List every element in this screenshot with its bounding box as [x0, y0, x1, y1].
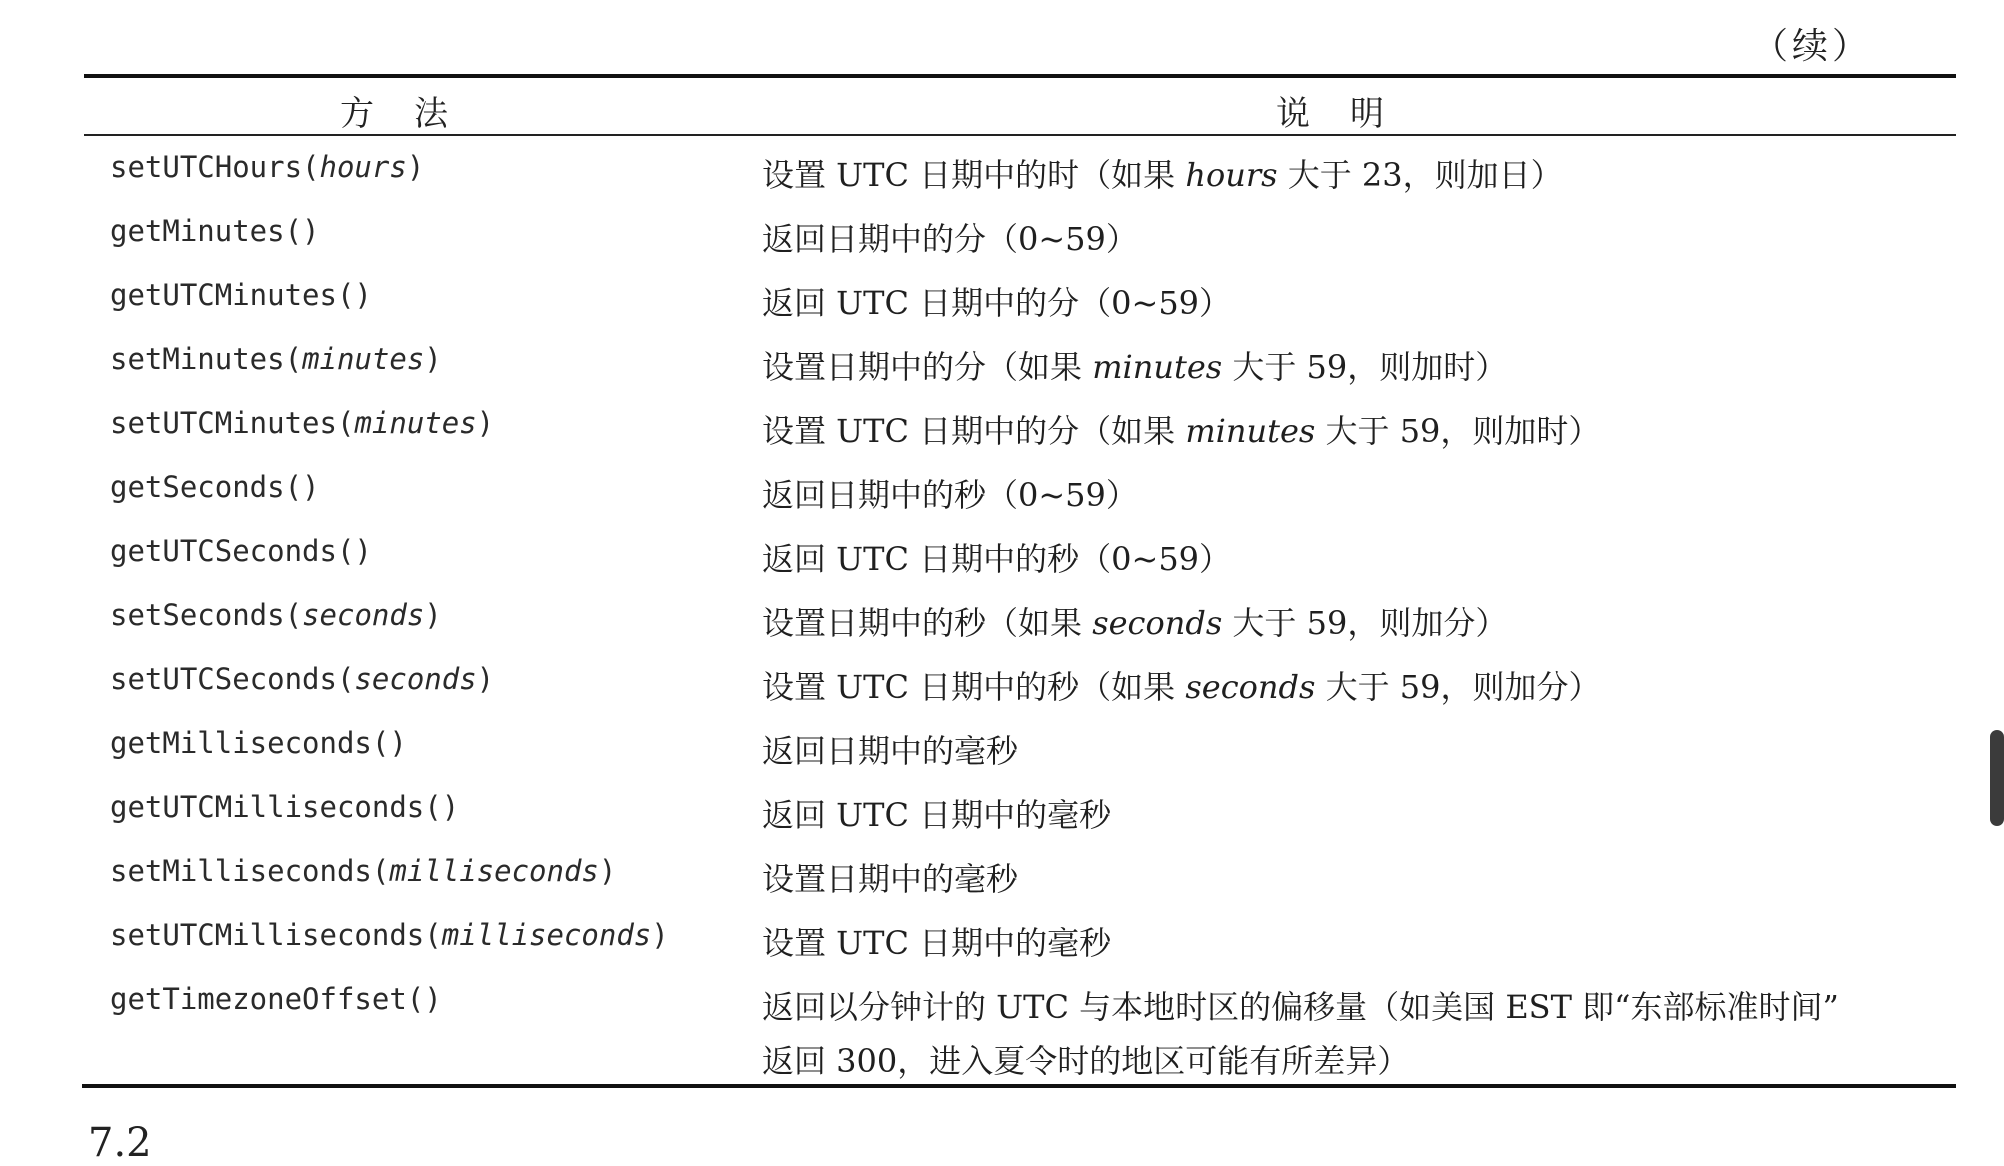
- table-row: [84, 714, 1956, 778]
- method-name: getUTCMinutes(): [110, 278, 372, 312]
- method-signature: [110, 598, 442, 632]
- method-description: [762, 404, 1942, 458]
- method-description: [762, 276, 1942, 330]
- description-argument: minutes: [1185, 412, 1316, 450]
- next-section-number: 7.2: [88, 1120, 152, 1166]
- description-text-tail: 大于 59，则加时）: [1222, 348, 1508, 386]
- table-row: [84, 330, 1956, 394]
- method-name: getUTCMilliseconds(): [110, 790, 460, 824]
- method-close-paren: ): [476, 662, 495, 696]
- description-text: 设置 UTC 日期中的毫秒: [762, 924, 1112, 962]
- method-description: [762, 212, 1942, 266]
- table-row: [84, 202, 1956, 266]
- description-text-tail: 大于 23，则加日）: [1277, 156, 1563, 194]
- method-argument: minutes: [302, 342, 425, 376]
- method-close-paren: ): [651, 918, 669, 952]
- table-header-rule: [84, 134, 1956, 136]
- description-text: 设置日期中的分（如果: [762, 348, 1093, 386]
- header-description: 说明: [1276, 94, 1424, 134]
- table-top-rule: [84, 74, 1956, 78]
- scrollbar-thumb[interactable]: [1990, 730, 2004, 826]
- method-description: [762, 852, 1942, 906]
- method-description: [762, 916, 1942, 970]
- description-text: 设置 UTC 日期中的时（如果: [762, 156, 1186, 194]
- method-description: [762, 340, 1942, 394]
- method-name: setUTCHours(: [110, 150, 320, 184]
- method-close-paren: ): [424, 598, 442, 632]
- table-row: [84, 842, 1956, 906]
- description-argument: seconds: [1185, 668, 1316, 706]
- description-text: 返回 UTC 日期中的秒（0~59）: [762, 540, 1232, 578]
- table-body: [84, 138, 1956, 1086]
- method-signature: [110, 918, 669, 952]
- method-name: setSeconds(: [110, 598, 303, 632]
- method-signature: [110, 662, 494, 696]
- method-signature: [110, 534, 372, 568]
- table-row: [84, 138, 1956, 202]
- method-signature: [110, 342, 442, 376]
- method-name: getSeconds(): [110, 470, 320, 504]
- method-description: [762, 660, 1942, 714]
- method-argument: milliseconds: [389, 854, 599, 888]
- table-row: [84, 458, 1956, 522]
- method-name: getMinutes(): [110, 214, 320, 248]
- description-argument: seconds: [1092, 604, 1223, 642]
- method-signature: [110, 406, 494, 440]
- method-name: setMinutes(: [110, 342, 303, 376]
- method-argument: milliseconds: [441, 918, 652, 952]
- description-line-1: 返回以分钟计的 UTC 与本地时区的偏移量（如美国 EST 即“东部标准时间”: [762, 988, 1839, 1026]
- table-row: [84, 778, 1956, 842]
- method-name: setUTCSeconds(: [110, 662, 355, 696]
- method-argument: hours: [319, 150, 407, 184]
- method-description: [762, 724, 1942, 778]
- method-signature: [110, 790, 459, 824]
- method-close-paren: ): [598, 854, 617, 888]
- description-line-2: 返回 300，进入夏令时的地区可能有所差异）: [762, 1042, 1410, 1080]
- table-row: [84, 586, 1956, 650]
- header-method: 方法: [340, 94, 488, 134]
- method-description: [762, 980, 1942, 1088]
- description-text: 返回 UTC 日期中的分（0~59）: [762, 284, 1232, 322]
- method-signature: [110, 854, 616, 888]
- table-row: [84, 266, 1956, 330]
- method-close-paren: ): [406, 150, 425, 184]
- description-text-tail: 大于 59，则加时）: [1315, 412, 1601, 450]
- description-argument: hours: [1185, 156, 1278, 194]
- method-argument: seconds: [354, 662, 477, 696]
- method-name: setUTCMinutes(: [110, 406, 355, 440]
- method-description: [762, 788, 1942, 842]
- description-text: 返回日期中的分（0~59）: [762, 220, 1138, 258]
- method-name: setMilliseconds(: [110, 854, 390, 888]
- method-close-paren: ): [476, 406, 495, 440]
- description-text: 设置 UTC 日期中的秒（如果: [762, 668, 1186, 706]
- table-row: [84, 970, 1956, 1086]
- method-signature: getTimezoneOffset(): [110, 982, 442, 1016]
- description-text: 返回日期中的毫秒: [762, 732, 1019, 770]
- method-description: [762, 468, 1942, 522]
- method-signature: [110, 150, 424, 184]
- method-argument: minutes: [354, 406, 477, 440]
- method-name: setUTCMilliseconds(: [110, 918, 442, 952]
- description-text: 返回日期中的秒（0~59）: [762, 476, 1138, 514]
- method-signature: [110, 726, 407, 760]
- method-signature: [110, 214, 320, 248]
- table-row: [84, 650, 1956, 714]
- description-text-tail: 大于 59，则加分）: [1222, 604, 1508, 642]
- method-argument: seconds: [302, 598, 425, 632]
- method-close-paren: ): [424, 342, 442, 376]
- description-argument: minutes: [1092, 348, 1223, 386]
- method-description: [762, 596, 1942, 650]
- method-description: [762, 148, 1942, 202]
- method-signature: [110, 470, 320, 504]
- method-signature: [110, 278, 372, 312]
- method-description: [762, 532, 1942, 586]
- description-text: 设置 UTC 日期中的分（如果: [762, 412, 1186, 450]
- method-name: getUTCSeconds(): [110, 534, 372, 568]
- method-name: getMilliseconds(): [110, 726, 407, 760]
- description-text: 设置日期中的秒（如果: [762, 604, 1093, 642]
- description-text: 设置日期中的毫秒: [762, 860, 1019, 898]
- table-row: [84, 522, 1956, 586]
- table-row: [84, 906, 1956, 970]
- description-text-tail: 大于 59，则加分）: [1315, 668, 1601, 706]
- table-row: [84, 394, 1956, 458]
- continued-label: （续）: [1752, 26, 1873, 67]
- description-text: 返回 UTC 日期中的毫秒: [762, 796, 1112, 834]
- table-bottom-rule: [82, 1084, 1956, 1088]
